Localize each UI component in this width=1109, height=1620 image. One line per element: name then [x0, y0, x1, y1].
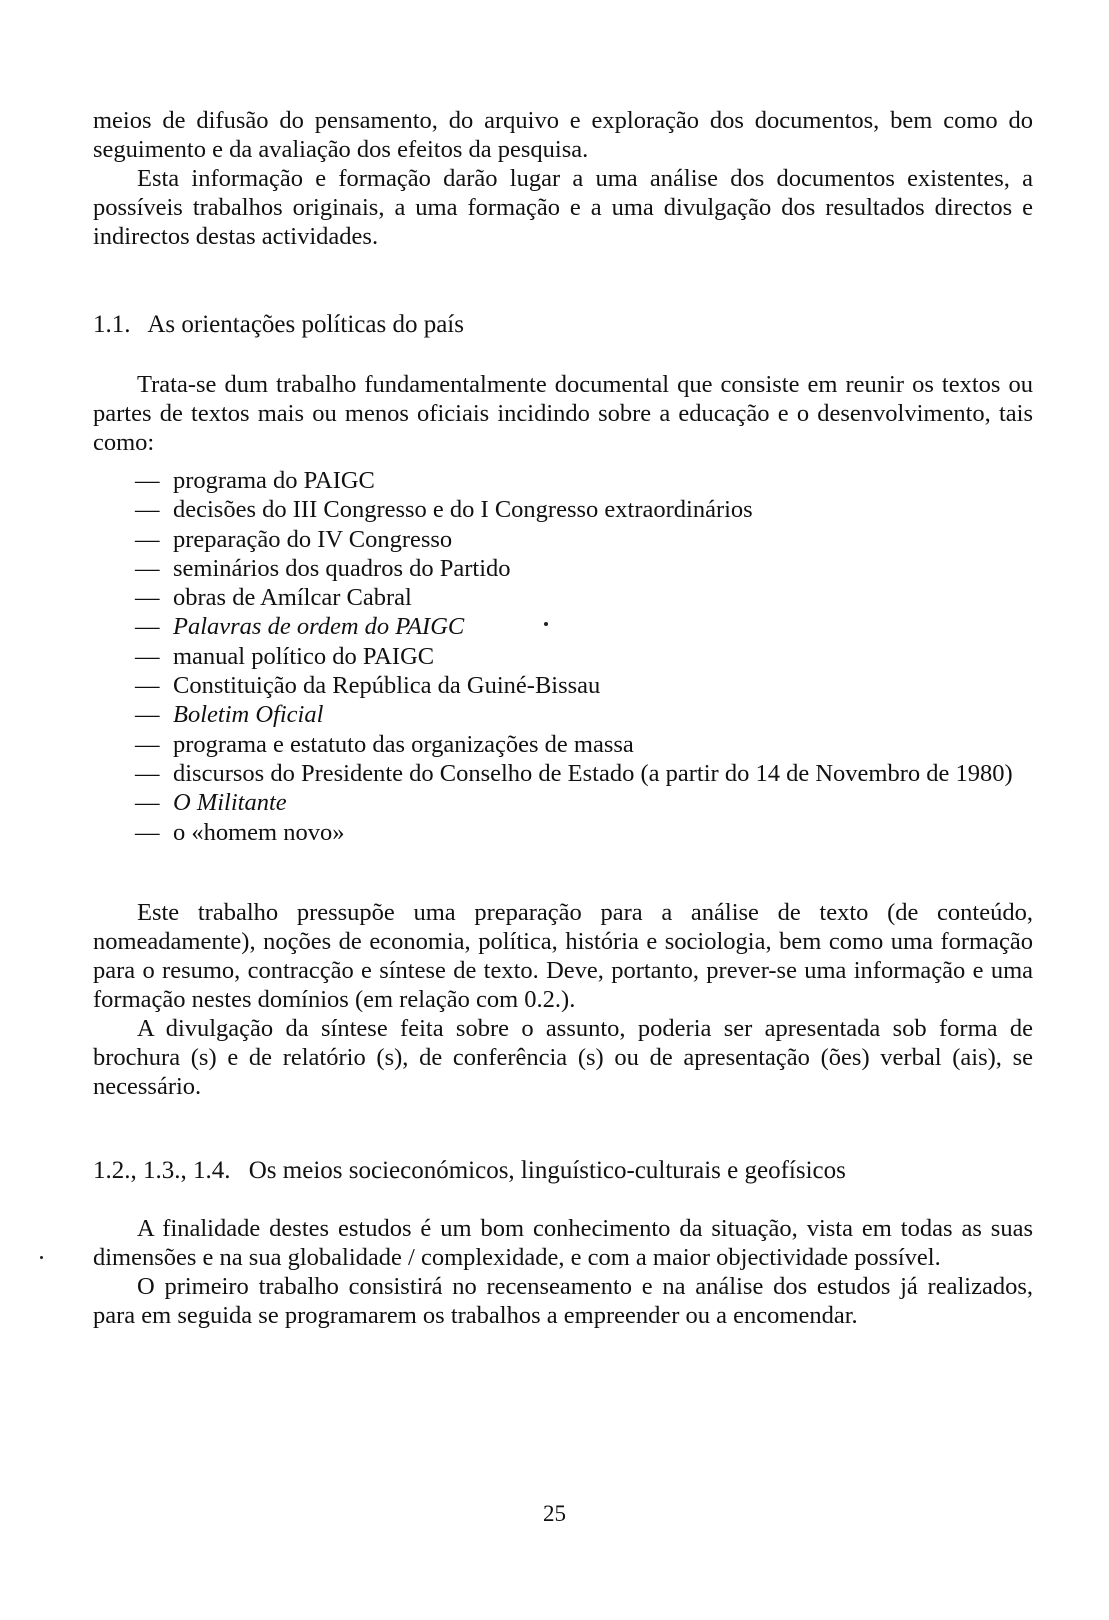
page-number: 25	[543, 1501, 566, 1526]
dash-bullet: —	[135, 730, 160, 758]
list-item: — preparação do IV Congresso	[135, 525, 453, 553]
opening-paragraph	[93, 106, 1033, 251]
section-1-1-intro	[93, 370, 1033, 457]
dash-bullet: —	[135, 554, 160, 582]
list-item: — discursos do Presidente do Conselho de Estado (a partir do 14 de Novembro de 1980)	[135, 759, 1013, 787]
dash-bullet: —	[135, 642, 160, 670]
list-item: — programa e estatuto das organizações de massa	[135, 730, 634, 758]
list-item: — Constituição da República da Guiné-Bissau	[135, 672, 601, 700]
section-1-1-heading	[93, 310, 464, 340]
section-1-2-paragraph-2: O primeiro trabalho consistirá no recenseamento e na análise dos estudos já realizados, para em seguida se programarem os trabalhos a empreender ou a encomendar.	[93, 1273, 1033, 1329]
dash-bullet: —	[135, 818, 160, 846]
dash-bullet: —	[135, 525, 160, 553]
opening-paragraph-second: Esta informação e formação darão lugar a uma análise dos documentos existentes, a possíveis trabalhos originais, a uma formação e a uma divulgação dos resultados directos e indirectos destas actividades.	[93, 165, 1033, 250]
section-1-2-heading	[93, 1156, 846, 1186]
section-1-1-paragraph-1: Este trabalho pressupõe uma preparação para a análise de texto (de conteúdo, nomeadamente), noções de economia, política, história e sociologia, bem como uma formação para o resumo, contracção e síntese de texto. Deve, portanto, prever-se uma informação e uma formação nestes domínios (em relação com 0.2.).	[93, 899, 1033, 1013]
list-item: — Palavras de ordem do PAIGC	[135, 613, 465, 641]
section-1-2-paragraph-1: A finalidade destes estudos é um bom conhecimento da situação, vista em todas as suas dimensões e na sua globalidade / complexidade, e com a maior objectividade possível.	[93, 1215, 1033, 1271]
dash-bullet: —	[135, 672, 160, 700]
dash-bullet: —	[135, 613, 160, 641]
dash-bullet: —	[135, 496, 160, 524]
section-1-1-intro-text: Trata-se dum trabalho fundamentalmente documental que consiste em reunir os textos ou partes de textos mais ou menos oficiais incidindo sobre a educação e o desenvolvimento, tais como:	[93, 371, 1033, 456]
section-1-1-paragraph-2: A divulgação da síntese feita sobre o assunto, poderia ser apresentada sob forma de brochura (s) e de relatório (s), de conferência (s) ou de apresentação (ões) verbal (ais), se necessário.	[93, 1015, 1033, 1100]
list-item: — Boletim Oficial	[135, 701, 324, 729]
list-item: — o «homem novo»	[135, 818, 345, 846]
dash-bullet: —	[135, 789, 160, 817]
dash-bullet: —	[135, 701, 160, 729]
list-item: — seminários dos quadros do Partido	[135, 554, 511, 582]
section-1-1-body	[93, 898, 1033, 1101]
section-1-2-number: 1.2., 1.3., 1.4.	[93, 1157, 231, 1184]
scan-speck	[544, 622, 548, 626]
section-1-1-title: As orientações políticas do país	[147, 311, 464, 338]
document-list	[135, 466, 1040, 847]
list-item: — manual político do PAIGC	[135, 642, 435, 670]
section-1-1-number: 1.1.	[93, 311, 131, 338]
list-item: — decisões do III Congresso e do I Congresso extraordinários	[135, 496, 753, 524]
dash-bullet: —	[135, 584, 160, 612]
list-item: — O Militante	[135, 789, 287, 817]
section-1-2-body	[93, 1214, 1033, 1330]
list-item: — obras de Amílcar Cabral	[135, 584, 412, 612]
dash-bullet: —	[135, 467, 160, 494]
section-1-2-title: Os meios socieconómicos, linguístico-culturais e geofísicos	[248, 1157, 846, 1184]
list-item: — programa do PAIGC	[135, 467, 375, 494]
scan-speck	[40, 1256, 43, 1259]
opening-paragraph-continuation: meios de difusão do pensamento, do arquivo e exploração dos documentos, bem como do seguimento e da avaliação dos efeitos da pesquisa.	[93, 107, 1033, 163]
dash-bullet: —	[135, 759, 160, 787]
